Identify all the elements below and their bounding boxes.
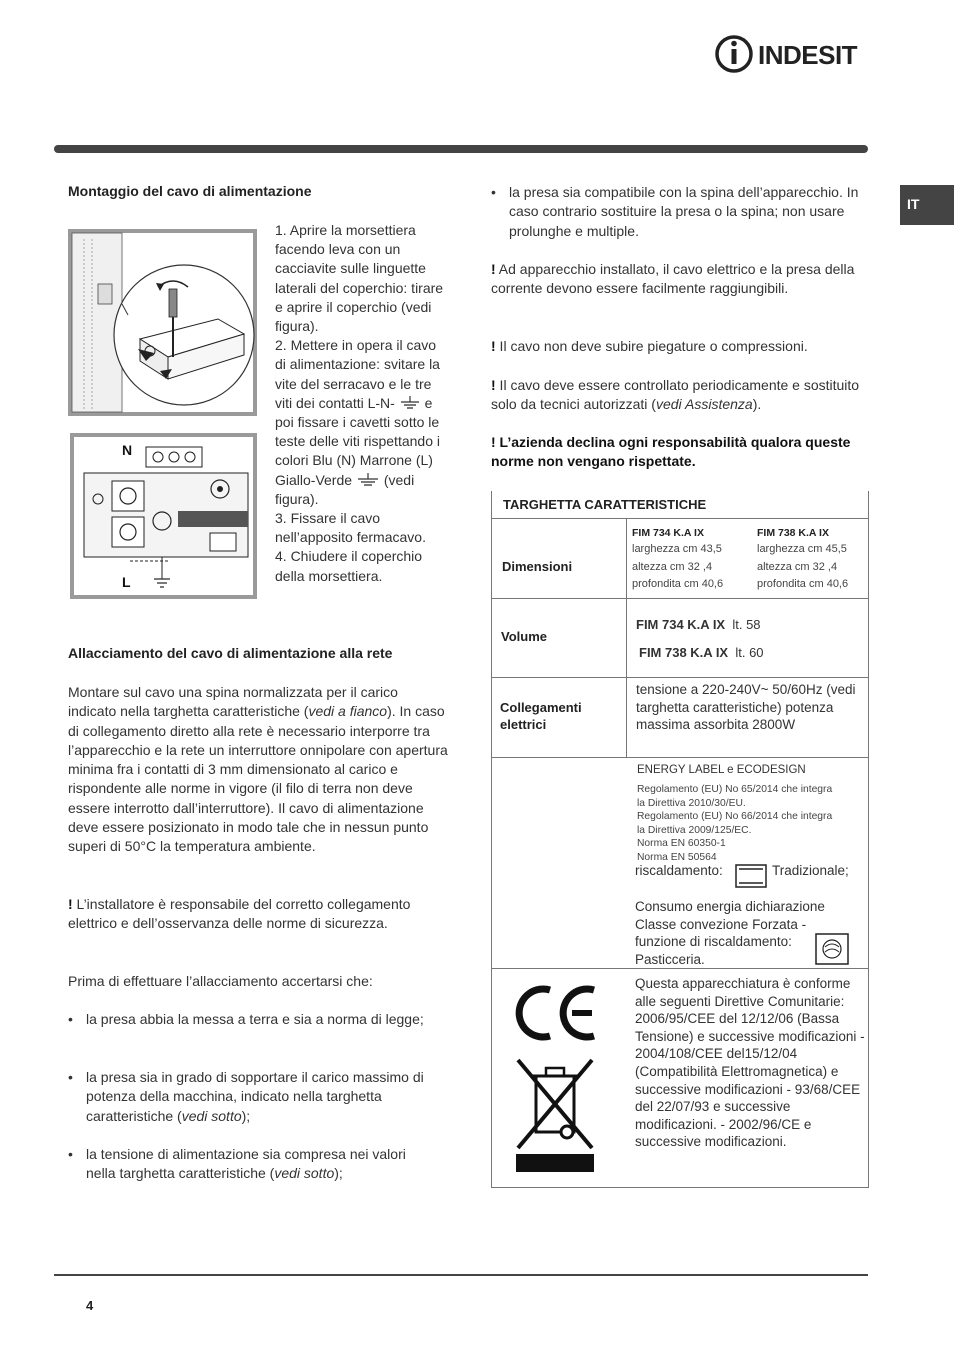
row-divider [491,757,869,758]
step-2: 2. Mettere in opera il cavo di alimentazione: svitare la vite del serracavo e le tre viti dei contatti L-N- e poi fissare i cavetti sotto le teste delle viti rispettando i colori Blu (N) Marrone (L) Giallo-Verde (vedi figura). [275,337,440,507]
weee-bin-icon [512,1056,598,1176]
heading-power-cable: Montaggio del cavo di alimentazione [68,183,312,199]
ground-symbol-icon [399,396,421,410]
warning-accessible: ! Ad apparecchio installato, il cavo elettrico e la presa della corrente devono essere facilmente raggiungibili. [491,261,855,297]
warning-bending: ! Il cavo non deve subire piegature o compressioni. [491,338,808,354]
row-divider [491,1187,869,1188]
row-divider [491,677,869,678]
warning-liability: ! L’azienda declina ogni responsabilità qualora queste norme non vengano rispettate. [491,434,851,470]
mounting-steps [275,221,447,586]
traditional-oven-icon [735,864,767,888]
row-divider [491,598,869,599]
heating-value: Tradizionale; [772,863,849,878]
bottom-divider [54,1274,868,1276]
paragraph-installer: ! L’installatore è responsabile del corretto collegamento elettrico e dell’osservanza delle norme di sicurezza. [68,896,411,932]
terminal-box-figure [68,229,257,416]
paragraph-check: Prima di effettuare l’allacciamento accertarsi che: [68,973,373,989]
volume-label: Volume [501,629,547,644]
table-title: TARGHETTA CARATTERISTICHE [491,491,869,519]
fan-oven-icon [815,933,849,965]
heating-label: riscaldamento: [635,863,723,878]
energy-regulations: Regolamento (EU) No 65/2014 che integra la Direttiva 2010/30/EU. Regolamento (EU) No 66/2014 che integra la Direttiva 2009/125/EC. Norma EN 60350-1 Norma EN 50564 [637,784,833,863]
language-tab: IT [900,185,954,225]
bullet-load: • la presa sia in grado di sopportare il carico massimo di potenza della macchina, indicato nella targhetta caratteristiche (vedi sotto); [68,1068,438,1126]
step-4: 4. Chiudere il coperchio della morsettiera. [275,548,423,584]
svg-text:INDESIT: INDESIT [758,40,858,70]
table-right-border [868,519,869,1188]
ce-mark-icon [514,982,598,1044]
col-divider [626,677,627,757]
dim-values-b: larghezza cm 45,5 altezza cm 32 ,4 profondita cm 40,6 [757,543,849,590]
energy-consumption: Consumo energia dichiarazione Classe convezione Forzata - funzione di riscaldamento: Pasticceria. [635,899,825,967]
paragraph-plug: Montare sul cavo una spina normalizzata per il carico indicato nella targhetta caratteristiche (vedi a fianco). In caso di collegamento diretto alla rete è necessario interporre tra l’apparecchio e la rete un interruttore onnipolare con apertura minima fra i contatti di 3 mm dimensionato al carico e rispondente alle norme in vigore (il filo di terra non deve essere interrotto dall’interruttore). Il cavo di alimentazione deve essere posizionato in modo tale che in nessun punto superi di 50°C la temperatura ambiente. [68,684,448,855]
dim-model-a: FIM 734 K.A IX [632,527,704,539]
warning-check-cable: ! Il cavo deve essere controllato periodicamente e sostituito solo da tecnici autorizzati (vedi Assistenza). [491,377,860,413]
heading-mains-connection: Allacciamento del cavo di alimentazione alla rete [68,645,393,661]
bullet-earth: • la presa abbia la messa a terra e sia a norma di legge; [68,1010,438,1029]
bullet-voltage: • la tensione di alimentazione sia compresa nei valori nella targhetta caratteristiche (vedi sotto); [68,1145,438,1184]
dimensions-label: Dimensioni [502,559,573,574]
top-divider [54,145,868,153]
bullet-plug-compatible: • la presa sia compatibile con la spina dell’apparecchio. In caso contrario sostituire la presa o la spina; non usare prolunghe e multiple. [491,183,863,241]
ground-symbol-icon [356,473,380,487]
col-divider [626,519,627,598]
page-number: 4 [86,1298,94,1313]
indesit-logo [714,34,870,74]
wiring-diagram-figure [70,433,257,599]
electrical-label: Collegamenti elettrici [500,700,582,732]
volume-a: FIM 734 K.A IX lt. 58 [636,617,761,632]
step-1: 1. Aprire la morsettiera facendo leva con un cacciavite sulle linguette laterali del coperchio: tirare e aprire il coperchio (vedi figura). [275,222,444,335]
label-n: N [122,442,133,458]
energy-title: ENERGY LABEL e ECODESIGN [637,764,806,776]
dim-values-a: larghezza cm 43,5 altezza cm 32 ,4 profondita cm 40,6 [632,543,724,590]
label-l: L [122,574,131,590]
step-3: 3. Fissare il cavo nell’apposito fermacavo. [275,510,426,546]
ce-directives-text: Questa apparecchiatura è conforme alle seguenti Direttive Comunitarie: 2006/95/CEE del 12/12/06 (Bassa Tensione) e successive modificazioni - 2004/108/CEE del15/12/04 (Compatibilità Elettromagnetica) e successive modificazioni - 93/68/CEE del 22/07/93 e successive modificazioni. - 2002/96/CE e successive modificazioni. [635,976,865,1150]
dim-model-b: FIM 738 K.A IX [757,527,829,539]
volume-b: FIM 738 K.A IX lt. 60 [639,645,764,660]
electrical-text: tensione a 220-240V~ 50/60Hz (vedi targhetta caratteristiche) potenza massima assorbita 2800W [636,682,856,733]
col-divider [626,598,627,677]
